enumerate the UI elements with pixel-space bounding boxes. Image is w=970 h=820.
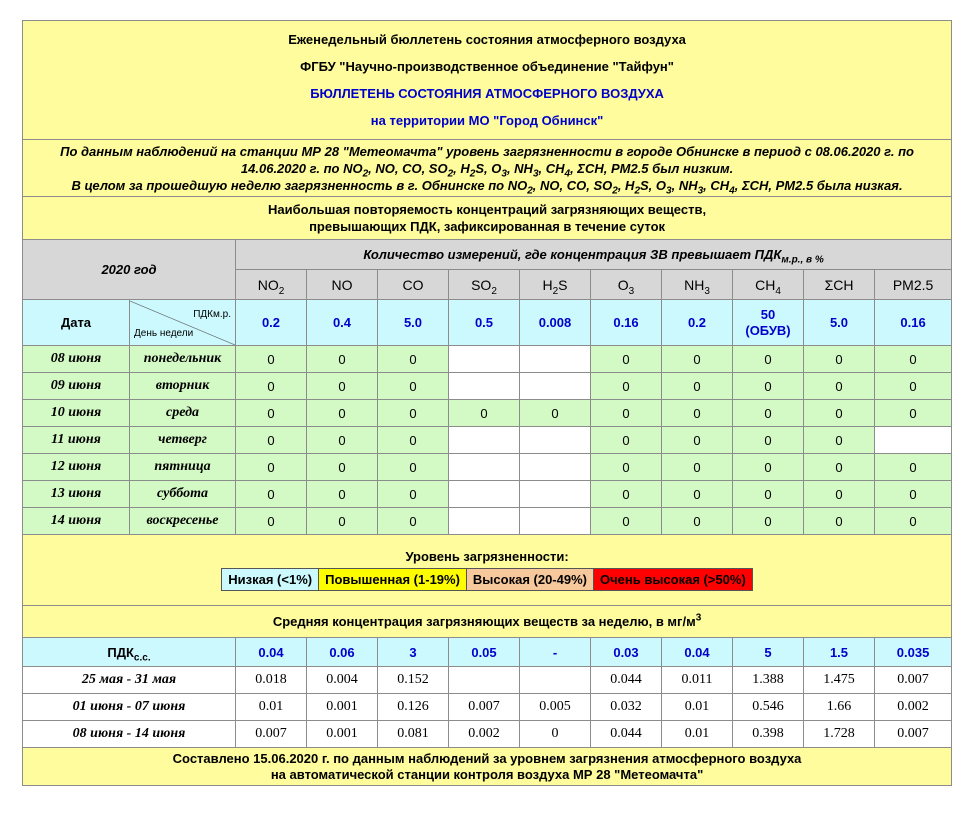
cell-no2: 0 xyxy=(236,346,307,373)
avg-so2: 0.007 xyxy=(449,694,520,721)
pdk-ss-value-no: 0.06 xyxy=(307,638,378,667)
cell-h2s xyxy=(520,427,591,454)
cell-o3: 0 xyxy=(591,454,662,481)
row-weekday: пятница xyxy=(130,454,236,481)
legend-high: Высокая (20-49%) xyxy=(466,569,593,591)
cell-no: 0 xyxy=(307,346,378,373)
cell-so2 xyxy=(449,346,520,373)
table-row xyxy=(23,373,952,400)
cell-pm25: 0 xyxy=(875,481,952,508)
row-weekday: вторник xyxy=(130,373,236,400)
pdk-row xyxy=(23,300,952,346)
pdk-ss-value-co: 3 xyxy=(378,638,449,667)
cell-nh3: 0 xyxy=(662,454,733,481)
cell-pm25: 0 xyxy=(875,400,952,427)
avg-no: 0.004 xyxy=(307,667,378,694)
cell-ch4: 0 xyxy=(733,508,804,535)
table-row xyxy=(23,346,952,373)
pollutant-header-so2: $SO_2$ xyxy=(449,270,520,300)
cell-h2s xyxy=(520,481,591,508)
cell-no2: 0 xyxy=(236,427,307,454)
avg-no2: 0.018 xyxy=(236,667,307,694)
cell-so2 xyxy=(449,454,520,481)
avg-o3: 0.032 xyxy=(591,694,662,721)
pollutant-header-o3: $O_3$ xyxy=(591,270,662,300)
cell-h2s xyxy=(520,346,591,373)
footer-note: Составлено 15.06.2020 г. по данным наблюдений за уровнем загрязнения атмосферного воздуха на автоматической станции контроля воздуха МР 28 "Метеомачта" xyxy=(23,748,952,786)
cell-no: 0 xyxy=(307,481,378,508)
avg-co: 0.126 xyxy=(378,694,449,721)
row-weekday: среда xyxy=(130,400,236,427)
pdk-value-h2s: 0.008 xyxy=(520,300,591,346)
pdk-ss-value-pm25: 0.035 xyxy=(875,638,952,667)
pdk-diagonal-header xyxy=(130,300,236,346)
pdk-ss-value-no2: 0.04 xyxy=(236,638,307,667)
cell-sum-ch: 0 xyxy=(804,400,875,427)
row-period: 25 мая - 31 мая xyxy=(23,667,236,694)
legend-very-high: Очень высокая (>50%) xyxy=(593,569,752,591)
row-weekday: четверг xyxy=(130,427,236,454)
avg-nh3: 0.01 xyxy=(662,694,733,721)
row-date: 14 июня xyxy=(23,508,130,535)
pollutant-header-no: NO xyxy=(307,270,378,300)
avg-no: 0.001 xyxy=(307,721,378,748)
avg-h2s xyxy=(520,667,591,694)
cell-no2: 0 xyxy=(236,373,307,400)
cell-h2s xyxy=(520,454,591,481)
table-row xyxy=(23,508,952,535)
avg-so2: 0.002 xyxy=(449,721,520,748)
avg-ch4: 1.388 xyxy=(733,667,804,694)
avg-h2s: 0.005 xyxy=(520,694,591,721)
cell-co: 0 xyxy=(378,481,449,508)
cell-no: 0 xyxy=(307,400,378,427)
pdk-value-pm25: 0.16 xyxy=(875,300,952,346)
cell-ch4: 0 xyxy=(733,454,804,481)
row-period: 08 июня - 14 июня xyxy=(23,721,236,748)
cell-so2 xyxy=(449,481,520,508)
row-weekday: понедельник xyxy=(130,346,236,373)
pollutant-header-nh3: $NH_3$ xyxy=(662,270,733,300)
daily-rows xyxy=(23,346,952,535)
cell-o3: 0 xyxy=(591,508,662,535)
cell-co: 0 xyxy=(378,454,449,481)
row-date: 10 июня xyxy=(23,400,130,427)
pdk-value-co: 5.0 xyxy=(378,300,449,346)
section2-title: Средняя концентрация загрязняющих веществ за неделю, в $мг/м^3$ xyxy=(23,606,952,638)
table-row xyxy=(23,454,952,481)
cell-pm25: 0 xyxy=(875,346,952,373)
row-date: 09 июня xyxy=(23,373,130,400)
cell-no2: 0 xyxy=(236,508,307,535)
measure-header: Количество измерений, где концентрация ЗВ превышает $ПДК_{м.р., в \%}$ xyxy=(236,240,952,270)
cell-co: 0 xyxy=(378,427,449,454)
pdk-ss-value-nh3: 0.04 xyxy=(662,638,733,667)
table-row xyxy=(23,694,952,721)
cell-sum-ch: 0 xyxy=(804,508,875,535)
cell-sum-ch: 0 xyxy=(804,346,875,373)
legend-elevated: Повышенная (1-19%) xyxy=(319,569,467,591)
cell-nh3: 0 xyxy=(662,346,733,373)
date-column-header: Дата xyxy=(23,300,130,346)
header-org: ФГБУ "Научно-производственное объединение "Тайфун" xyxy=(300,59,674,74)
weekly-rows xyxy=(23,667,952,748)
header-title: Еженедельный бюллетень состояния атмосферного воздуха xyxy=(288,32,686,47)
legend-low: Низкая (<1%) xyxy=(222,569,319,591)
cell-nh3: 0 xyxy=(662,427,733,454)
summary-line-1: По данным наблюдений на станции МР 28 "Метеомачта" уровень загрязненности в городе Обнинске в период с 08.06.2020 г. по 14.06.2020 г. по $NO_2$, NO, CO, $SO_2$, $H_2S$, $O_3$, $NH_3$, $CH_4$, ΣCH, PM2.5 был низким. xyxy=(60,143,914,180)
cell-sum-ch: 0 xyxy=(804,373,875,400)
cell-sum-ch: 0 xyxy=(804,427,875,454)
cell-ch4: 0 xyxy=(733,373,804,400)
avg-co: 0.081 xyxy=(378,721,449,748)
pdk-value-nh3: 0.2 xyxy=(662,300,733,346)
avg-sum-ch: 1.66 xyxy=(804,694,875,721)
cell-ch4: 0 xyxy=(733,346,804,373)
row-weekday: суббота xyxy=(130,481,236,508)
cell-nh3: 0 xyxy=(662,373,733,400)
summary-paragraph xyxy=(23,140,952,197)
avg-no2: 0.01 xyxy=(236,694,307,721)
cell-co: 0 xyxy=(378,346,449,373)
cell-no: 0 xyxy=(307,508,378,535)
cell-no2: 0 xyxy=(236,400,307,427)
row-date: 12 июня xyxy=(23,454,130,481)
table-row xyxy=(23,667,952,694)
legend-title: Уровень загрязненности: xyxy=(405,549,569,564)
cell-h2s xyxy=(520,373,591,400)
legend-table xyxy=(221,568,753,591)
cell-o3: 0 xyxy=(591,427,662,454)
cell-so2: 0 xyxy=(449,400,520,427)
pdk-ss-row xyxy=(23,638,952,667)
pdk-value-o3: 0.16 xyxy=(591,300,662,346)
cell-co: 0 xyxy=(378,400,449,427)
pdk-label: ПДКм.р. xyxy=(193,308,231,320)
row-weekday: воскресенье xyxy=(130,508,236,535)
cell-h2s xyxy=(520,508,591,535)
cell-o3: 0 xyxy=(591,481,662,508)
table-row xyxy=(23,481,952,508)
legend-block xyxy=(23,535,952,606)
pdk-value-no: 0.4 xyxy=(307,300,378,346)
pollutant-header-h2s: $H_2S$ xyxy=(520,270,591,300)
pdk-value-no2: 0.2 xyxy=(236,300,307,346)
cell-pm25: 0 xyxy=(875,508,952,535)
row-period: 01 июня - 07 июня xyxy=(23,694,236,721)
avg-no2: 0.007 xyxy=(236,721,307,748)
avg-so2 xyxy=(449,667,520,694)
cell-nh3: 0 xyxy=(662,400,733,427)
cell-co: 0 xyxy=(378,373,449,400)
cell-ch4: 0 xyxy=(733,400,804,427)
avg-pm25: 0.007 xyxy=(875,667,952,694)
summary-line-2: В целом за прошедшую неделю загрязненность в г. Обнинске по $NO_2$, NO, CO, $SO_2$, $H_2S$, $O_3$, $NH_3$, $CH_4$, ΣCH, PM2.5 была низкая. xyxy=(71,177,903,197)
pdk-ss-value-sum-ch: 1.5 xyxy=(804,638,875,667)
cell-so2 xyxy=(449,427,520,454)
cell-co: 0 xyxy=(378,508,449,535)
pdk-ss-value-h2s: - xyxy=(520,638,591,667)
avg-sum-ch: 1.728 xyxy=(804,721,875,748)
pdk-value-sum-ch: 5.0 xyxy=(804,300,875,346)
avg-sum-ch: 1.475 xyxy=(804,667,875,694)
row-date: 08 июня xyxy=(23,346,130,373)
avg-no: 0.001 xyxy=(307,694,378,721)
bulletin-header xyxy=(23,21,952,140)
avg-nh3: 0.011 xyxy=(662,667,733,694)
cell-pm25 xyxy=(875,427,952,454)
table-row xyxy=(23,427,952,454)
avg-h2s: 0 xyxy=(520,721,591,748)
avg-ch4: 0.546 xyxy=(733,694,804,721)
header-bulletin-title: БЮЛЛЕТЕНЬ СОСТОЯНИЯ АТМОСФЕРНОГО ВОЗДУХА xyxy=(310,86,664,101)
row-date: 13 июня xyxy=(23,481,130,508)
pdk-ss-value-ch4: 5 xyxy=(733,638,804,667)
cell-no: 0 xyxy=(307,373,378,400)
section1-title: Наибольшая повторяемость концентраций загрязняющих веществ, превышающих ПДК, зафиксированная в течение суток xyxy=(23,197,952,240)
weekday-label: День недели xyxy=(134,327,194,339)
cell-no: 0 xyxy=(307,427,378,454)
avg-co: 0.152 xyxy=(378,667,449,694)
avg-ch4: 0.398 xyxy=(733,721,804,748)
pollutant-header-co: CO xyxy=(378,270,449,300)
cell-so2 xyxy=(449,508,520,535)
avg-o3: 0.044 xyxy=(591,721,662,748)
table-row xyxy=(23,400,952,427)
pdk-ss-value-so2: 0.05 xyxy=(449,638,520,667)
cell-o3: 0 xyxy=(591,346,662,373)
cell-nh3: 0 xyxy=(662,481,733,508)
pollutant-header-sum-ch: ΣCH xyxy=(804,270,875,300)
avg-pm25: 0.007 xyxy=(875,721,952,748)
pdk-ss-value-o3: 0.03 xyxy=(591,638,662,667)
pollutant-header-ch4: $CH_4$ xyxy=(733,270,804,300)
pollutant-header-pm25: PM2.5 xyxy=(875,270,952,300)
pdk-ss-label: $ПДК_{с.с.}$ xyxy=(23,638,236,667)
header-territory: на территории МО "Город Обнинск" xyxy=(370,113,604,128)
cell-pm25: 0 xyxy=(875,454,952,481)
row-date: 11 июня xyxy=(23,427,130,454)
table-row xyxy=(23,721,952,748)
cell-nh3: 0 xyxy=(662,508,733,535)
avg-pm25: 0.002 xyxy=(875,694,952,721)
cell-h2s: 0 xyxy=(520,400,591,427)
cell-ch4: 0 xyxy=(733,481,804,508)
pollutant-header-no2: $NO_2$ xyxy=(236,270,307,300)
cell-sum-ch: 0 xyxy=(804,454,875,481)
pdk-value-ch4: 50 (ОБУВ) xyxy=(733,300,804,346)
cell-pm25: 0 xyxy=(875,373,952,400)
year-header: 2020 год xyxy=(23,240,236,300)
avg-o3: 0.044 xyxy=(591,667,662,694)
cell-o3: 0 xyxy=(591,373,662,400)
cell-no2: 0 xyxy=(236,481,307,508)
avg-nh3: 0.01 xyxy=(662,721,733,748)
cell-no2: 0 xyxy=(236,454,307,481)
cell-sum-ch: 0 xyxy=(804,481,875,508)
pdk-value-so2: 0.5 xyxy=(449,300,520,346)
cell-ch4: 0 xyxy=(733,427,804,454)
bulletin-table xyxy=(22,20,952,786)
cell-o3: 0 xyxy=(591,400,662,427)
cell-so2 xyxy=(449,373,520,400)
cell-no: 0 xyxy=(307,454,378,481)
